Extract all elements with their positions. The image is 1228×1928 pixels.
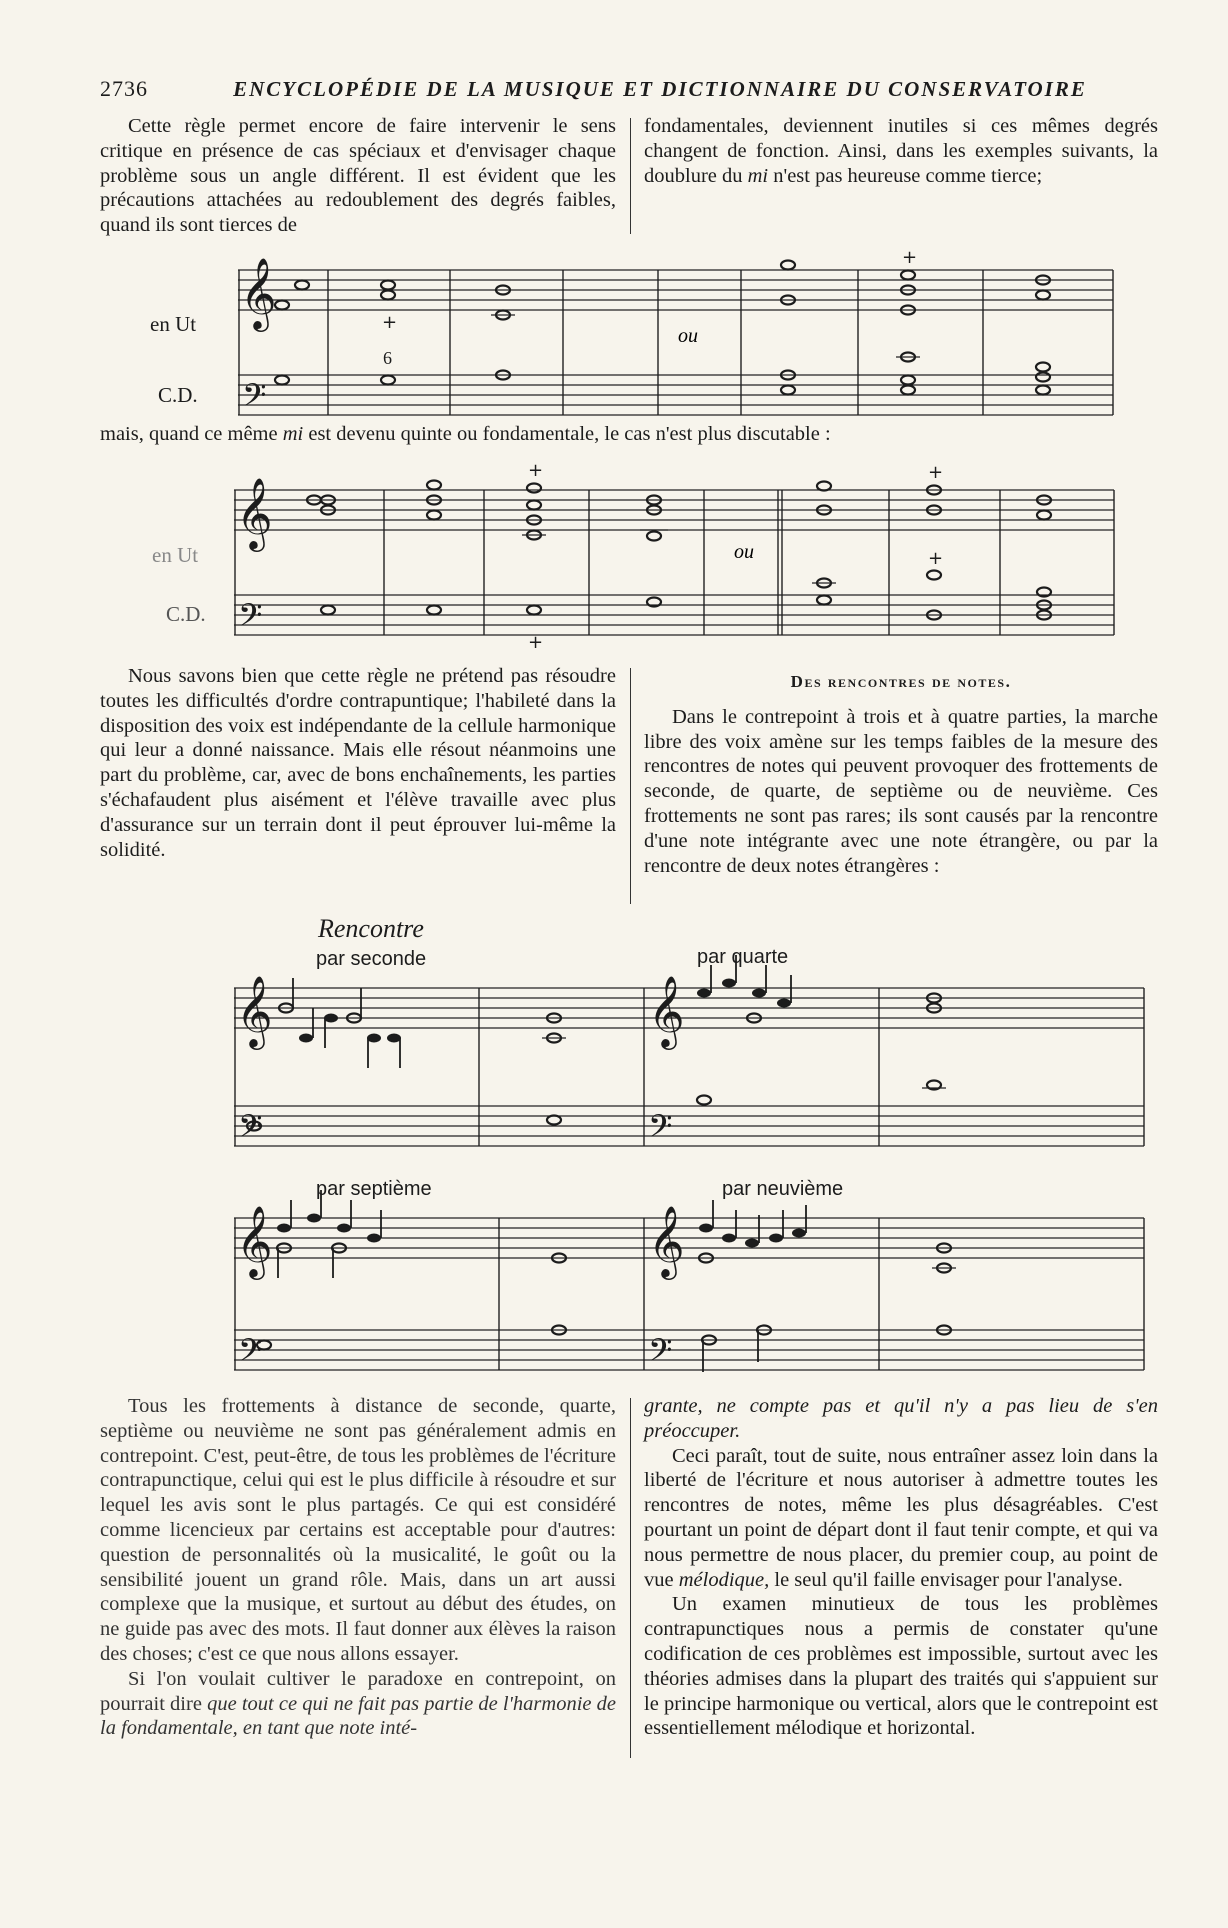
rencontre-title: Rencontre	[318, 914, 424, 943]
chord	[381, 281, 397, 385]
chord	[522, 460, 546, 653]
bass-clef-icon: 𝄢	[238, 1332, 263, 1376]
treble-clef-icon: 𝄞	[648, 974, 685, 1047]
ou-label: ou	[734, 541, 754, 563]
svg-text:+: +	[902, 247, 918, 268]
paragraph: Tous les frottements à distance de seconde, quarte, septième ou neuvième ne sont pas généralement admis en contrepoint. C'est, peut-être, de tous les problèmes de l'écriture contrapunctique, celui qui est le plus difficile à résoudre et sur lequel les avis sont le plus partagés. Ce qui est considéré comme licencieux par certains est acceptable pour d'autres: question de personnalités où la musicalité, le goût ou la sensibilité jouent un grand rôle. Mais, dans un art aussi complexe que la musique, et surtout au début des études, on ne guide pas avec des mots. Il faut donner aux élèves la raison des choses; c'est ce que nous allons essayer.	[100, 1395, 616, 1665]
paragraph: Dans le contrepoint à trois et à quatre parties, la marche libre des voix amène sur les temps faibles de la mesure des rencontres de notes qui peuvent provoquer des frottements de seconde, de quarte, de septième ou de neuvième. Ces frottements ne sont pas rares; ils sont causés par la rencontre d'une note intégrante avec une note étrangère, ou par la rencontre de deux notes étrangères :	[644, 705, 1158, 877]
text-span: le seul qu'il faille envisager pour l'analyse.	[769, 1568, 1123, 1591]
paragraph: Cette règle permet encore de faire intervenir le sens critique en présence de cas spéciaux et d'envisager chaque problème sous un angle différent. Il est évident que les précautions attachées au redoublement des degrés faibles, quand ils sont tierces de	[100, 115, 616, 237]
italic-mi: mi	[747, 164, 769, 187]
paragraph	[100, 422, 1160, 447]
text-span: n'est pas heureuse comme tierce;	[768, 164, 1043, 187]
column-divider	[630, 668, 631, 904]
bass-staff	[234, 1106, 1144, 1146]
paragraph	[644, 1394, 1158, 1444]
italic-mi: mi	[282, 423, 304, 445]
running-head	[100, 76, 1130, 102]
bass-clef-icon: 𝄢	[648, 1108, 673, 1152]
treble-staff	[238, 270, 1113, 310]
caption-seconde: par seconde	[316, 948, 427, 970]
svg-text:+: +	[928, 462, 944, 483]
page-number: 2736	[100, 76, 148, 101]
top-right-column	[644, 114, 1158, 188]
svg-text:+: +	[528, 632, 544, 653]
mid-sentence	[100, 422, 1160, 447]
treble-clef-icon: 𝄞	[236, 1204, 273, 1277]
text-span: fondamentales, deviennent inutiles si ces mêmes degrés changent de fonction. Ainsi, dans les exemples suivants, la doublure du	[644, 115, 1158, 187]
treble-clef-icon: 𝄞	[236, 476, 273, 549]
running-title: ENCYCLOPÉDIE DE LA MUSIQUE ET DICTIONNAIRE DU CONSERVATOIRE	[233, 77, 1087, 101]
bass-staff	[238, 375, 1113, 415]
example1-label-bottom: C.D.	[158, 383, 198, 407]
column-divider	[630, 118, 631, 234]
voice	[257, 1190, 566, 1350]
example2-label-bottom: C.D.	[166, 602, 206, 626]
ou-label: ou	[678, 325, 698, 347]
top-left-column	[100, 114, 616, 238]
italic-span: que tout ce qui ne fait pas partie de l'harmonie de la fondamentale, en tant que note inté-	[100, 1692, 616, 1740]
svg-text:+: +	[382, 312, 398, 333]
example3-score-top	[234, 970, 1154, 1150]
text-span: est devenu quinte ou fondamentale, le cas n'est plus discutable :	[303, 423, 831, 445]
bass-staff	[234, 1330, 1144, 1370]
voice	[699, 1200, 956, 1372]
voice	[697, 955, 946, 1105]
paragraph: Nous savons bien que cette règle ne prétend pas résoudre toutes les difficultés d'ordre contrapuntique; l'habileté dans la disposition des voix est indépendante de la cellule harmonique qui leur a donné naissance. Mais elle résout néanmoins une part du problème, car, avec de bons enchaînements, les parties s'échafaudent plus aisément et l'élève travaille avec plus d'assurance sur un terrain dont il peut éprouver lui-même la solidité.	[100, 665, 616, 861]
paragraph: Un examen minutieux de tous les problèmes contrapunctiques nous a permis de constater qu'une codification de ces problèmes est impossible, surtout avec les théories admises dans la plupart des traités qui s'appuient sur le principe harmonique ou vertical, alors que le contrepoint est essentiellement mélodique et horizontal.	[644, 1593, 1158, 1740]
italic-span: grante, ne compte pas et qu'il n'y a pas lieu de s'en préoccuper.	[644, 1395, 1158, 1442]
treble-clef-icon: 𝄞	[236, 974, 273, 1047]
middle-left-column	[100, 664, 616, 862]
bass-clef-icon: 𝄢	[242, 377, 267, 421]
chord	[896, 247, 920, 395]
column-divider	[630, 1398, 631, 1758]
chord	[1037, 496, 1051, 620]
caption-septieme: par septième	[316, 1178, 432, 1200]
paragraph	[644, 1444, 1158, 1593]
bottom-left-column	[100, 1394, 616, 1741]
bass-clef-icon: 𝄢	[238, 1108, 263, 1152]
bass-staff	[234, 595, 1114, 635]
chord	[275, 281, 309, 385]
example1-score	[238, 247, 1118, 430]
caption-quarte: par quarte	[697, 946, 789, 968]
treble-clef-icon: 𝄞	[240, 256, 277, 329]
svg-text:+: +	[928, 548, 944, 569]
section-heading: Des rencontres de notes.	[790, 672, 1012, 691]
example2-score	[234, 460, 1134, 653]
paragraph	[100, 1667, 616, 1741]
text-span: Si l'on voulait cultiver le paradoxe en contrepoint, on pourrait dire	[100, 1667, 616, 1715]
paragraph	[644, 114, 1158, 188]
treble-staff	[234, 490, 1114, 530]
bass-clef-icon: 𝄢	[648, 1332, 673, 1376]
chord	[307, 496, 335, 615]
text-span: mais, quand ce même	[100, 423, 283, 445]
chord	[927, 462, 943, 620]
example3-score-bottom	[234, 1200, 1154, 1380]
treble-clef-icon: 𝄞	[648, 1204, 685, 1277]
bass-clef-icon: 𝄢	[238, 597, 263, 641]
caption-neuvieme: par neuvième	[722, 1178, 844, 1200]
voice	[247, 978, 566, 1131]
bottom-right-column	[644, 1394, 1158, 1741]
treble-staff	[234, 988, 1144, 1028]
text-span: Ceci paraît, tout de suite, nous entraîner assez loin dans la liberté de l'écriture et nous autoriser à admettre toutes les rencontres de notes, même les plus désagréables. C'est pourtant un point de départ dont il faut tenir compte, et qui va nous permettre de nous placer, du premier coup, au point de vue	[644, 1444, 1158, 1591]
chord	[1036, 276, 1050, 395]
italic-span: mélodique,	[678, 1568, 770, 1591]
example1-label-top: en Ut	[150, 312, 197, 336]
svg-text:+: +	[528, 460, 544, 481]
chord	[640, 496, 668, 607]
svg-text:6: 6	[383, 348, 392, 368]
example2-label-top: en Ut	[152, 543, 199, 567]
middle-right-column	[644, 664, 1158, 878]
